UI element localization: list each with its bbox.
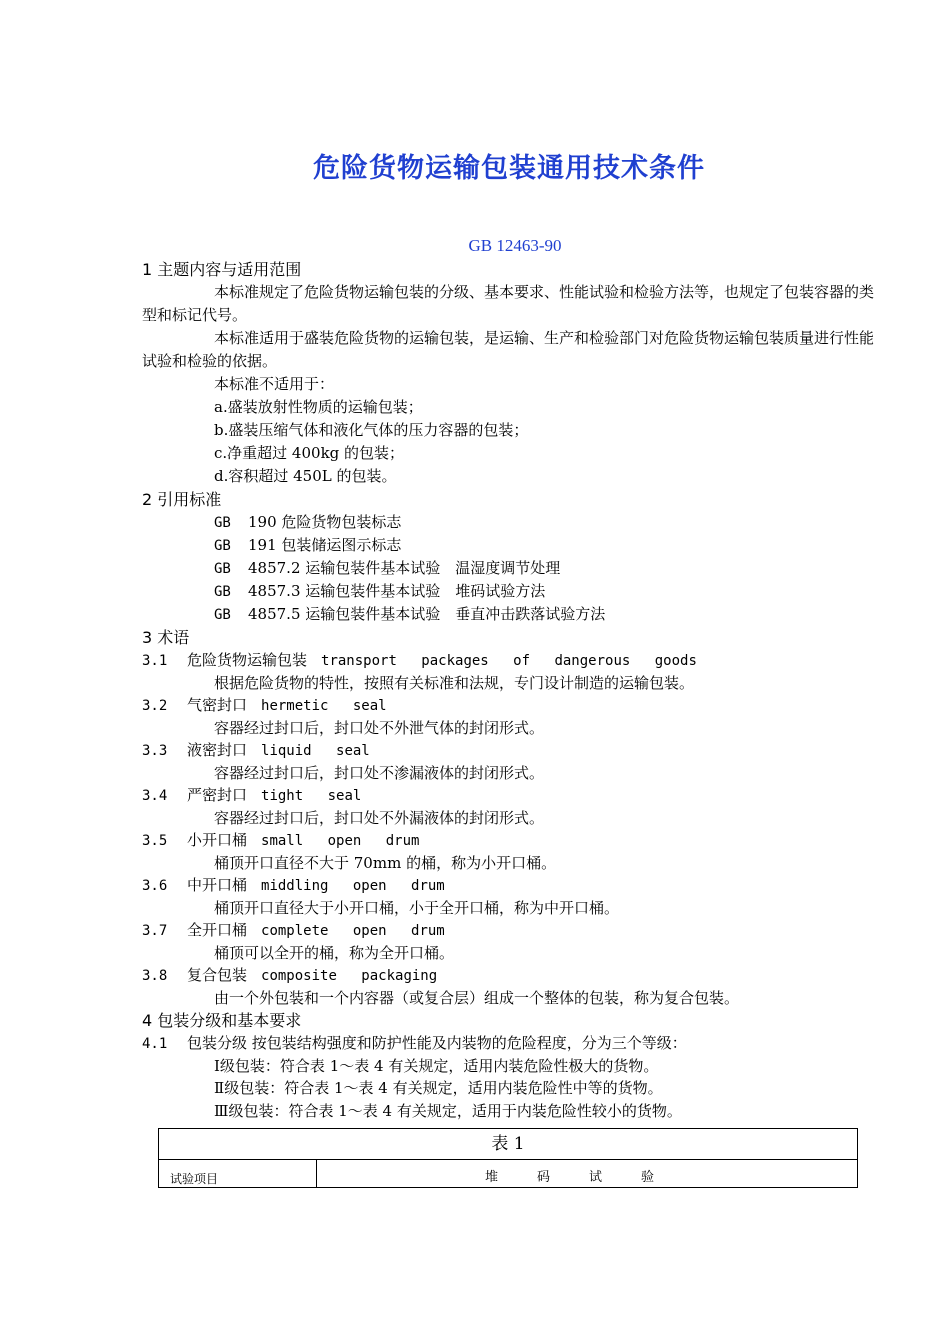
term-english: composite packaging (261, 968, 438, 984)
term-definition: 容器经过封口后，封口处不外泄气体的封闭形式。 (214, 718, 545, 737)
term-english: middling open drum (261, 878, 445, 894)
reference-text: 190 危险货物包装标志 (248, 513, 402, 531)
term-line (142, 919, 882, 942)
reference-item (142, 534, 882, 557)
term-number: 3.1 (142, 653, 168, 669)
reference-prefix: GB (214, 561, 231, 577)
paragraph: 本标准不适用于： (214, 375, 335, 393)
term-definition: 桶顶可以全开的桶，称为全开口桶。 (214, 943, 455, 962)
term-chinese: 复合包装 (187, 966, 248, 984)
term-chinese: 危险货物运输包装 (187, 651, 308, 669)
term-number: 3.7 (142, 923, 168, 939)
term-number: 3.5 (142, 833, 168, 849)
paragraph: 本标准规定了危险货物运输包装的分级、基本要求、性能试验和检验方法等，也规定了包装容器的类型和标记代号。 (142, 283, 875, 324)
document-body (142, 258, 882, 1122)
term-number: 3.2 (142, 698, 168, 714)
reference-prefix: GB (214, 584, 231, 600)
term-number: 3.3 (142, 743, 168, 759)
clause-number: 4.1 (142, 1036, 168, 1052)
term-line (142, 649, 882, 672)
reference-item (142, 580, 882, 603)
level-item: Ⅱ级包装：符合表 1～表 4 有关规定，适用内装危险性中等的货物。 (214, 1079, 663, 1097)
term-english: small open drum (261, 833, 420, 849)
list-item: c.净重超过 400kg 的包装； (214, 444, 405, 462)
list-item: a.盛装放射性物质的运输包装； (214, 398, 423, 416)
term-definition: 容器经过封口后，封口处不外漏液体的封闭形式。 (214, 808, 545, 827)
term-english: complete open drum (261, 923, 445, 939)
section-2-heading: 2 引用标准 (142, 490, 222, 509)
term-line (142, 784, 882, 807)
term-line (142, 829, 882, 852)
term-english: tight seal (261, 788, 362, 804)
reference-text: 4857.5 运输包装件基本试验 垂直冲击跌落试验方法 (248, 605, 606, 623)
term-english: liquid seal (261, 743, 370, 759)
reference-prefix: GB (214, 607, 231, 623)
term-english: hermetic seal (261, 698, 387, 714)
term-line (142, 874, 882, 897)
table-1 (158, 1128, 858, 1188)
reference-prefix: GB (214, 538, 231, 554)
reference-prefix: GB (214, 515, 231, 531)
term-definition: 桶顶开口直径大于小开口桶，小于全开口桶，称为中开口桶。 (214, 898, 620, 917)
term-number: 3.6 (142, 878, 168, 894)
term-line (142, 964, 882, 987)
term-chinese: 气密封口 (187, 696, 248, 714)
term-chinese: 液密封口 (187, 741, 248, 759)
reference-item (142, 557, 882, 580)
level-item: Ⅲ级包装：符合表 1～表 4 有关规定，适用于内装危险性较小的货物。 (214, 1101, 682, 1120)
paragraph: 本标准适用于盛装危险货物的运输包装，是运输、生产和检验部门对危险货物运输包装质量进行性能试验和检验的依据。 (142, 329, 875, 370)
term-chinese: 中开口桶 (187, 876, 248, 894)
term-definition: 根据危险货物的特性，按照有关标准和法规，专门设计制造的运输包装。 (214, 673, 695, 692)
term-line (142, 739, 882, 762)
section-4-heading: 4 包装分级和基本要求 (142, 1011, 302, 1030)
term-definition: 由一个外包装和一个内容器（或复合层）组成一个整体的包装，称为复合包装。 (214, 988, 740, 1007)
table-header-cell (159, 1160, 317, 1187)
term-number: 3.4 (142, 788, 168, 804)
term-chinese: 全开口桶 (187, 921, 248, 939)
list-item: b.盛装压缩气体和液化气体的压力容器的包装； (214, 421, 529, 439)
standard-code: GB 12463-90 (468, 236, 562, 255)
clause-text: 包装分级 按包装结构强度和防护性能及内装物的危险程度，分为三个等级： (187, 1034, 687, 1052)
term-definition: 桶顶开口直径不大于 70mm 的桶，称为小开口桶。 (214, 853, 557, 872)
table-header-label: 试验项目 (170, 1172, 219, 1186)
table-header-label: 堆 码 试 验 (485, 1170, 655, 1185)
level-item: Ⅰ级包装：符合表 1～表 4 有关规定，适用内装危险性极大的货物。 (214, 1056, 659, 1075)
section-3-heading: 3 术语 (142, 628, 190, 647)
term-definition: 容器经过封口后，封口处不渗漏液体的封闭形式。 (214, 763, 545, 782)
term-chinese: 小开口桶 (187, 831, 248, 849)
reference-text: 191 包装储运图示标志 (248, 536, 402, 554)
term-english: transport packages of dangerous goods (321, 653, 697, 669)
reference-item (142, 511, 882, 534)
term-chinese: 严密封口 (187, 786, 248, 804)
section-1-heading: 1 主题内容与适用范围 (142, 260, 302, 279)
table-caption: 表 1 (159, 1129, 857, 1160)
term-number: 3.8 (142, 968, 168, 984)
document-title: 危险货物运输包装通用技术条件 (313, 153, 705, 184)
clause-line (142, 1032, 882, 1055)
table-header-cell (317, 1160, 857, 1187)
reference-text: 4857.3 运输包装件基本试验 堆码试验方法 (248, 582, 546, 600)
list-item: d.容积超过 450L 的包装。 (214, 467, 397, 485)
term-line (142, 694, 882, 717)
reference-text: 4857.2 运输包装件基本试验 温湿度调节处理 (248, 559, 561, 577)
reference-item (142, 603, 882, 626)
